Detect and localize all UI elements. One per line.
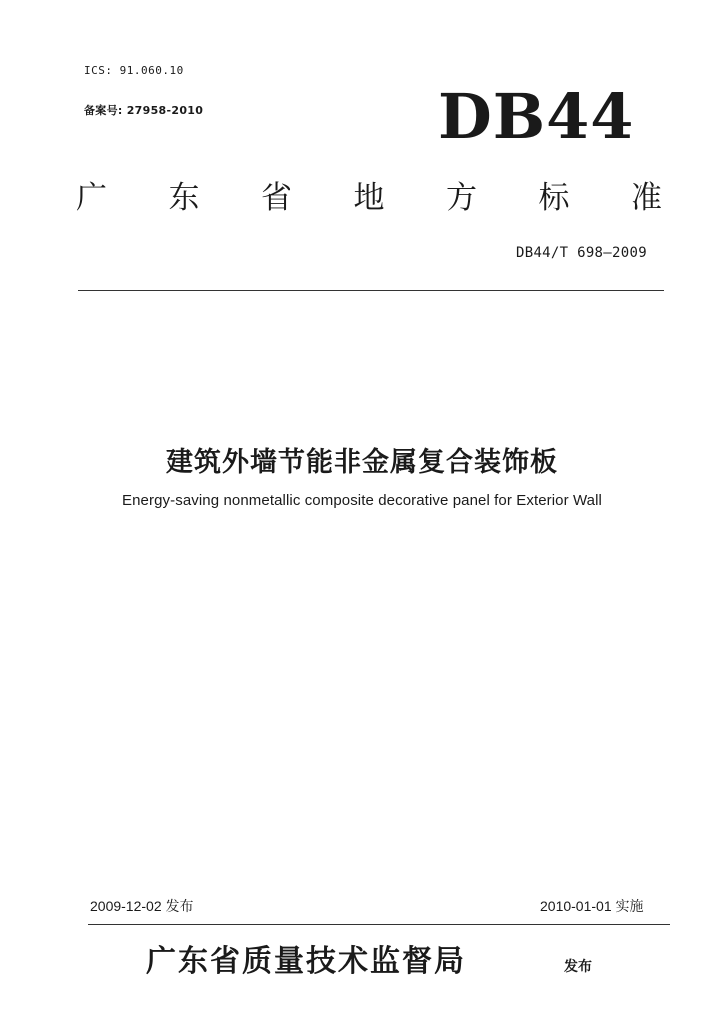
document-title-chinese: 建筑外墙节能非金属复合装饰板 <box>166 447 558 478</box>
standard-type-char: 地 <box>353 179 385 216</box>
standard-logo: DB44 <box>438 80 635 153</box>
standard-type-char: 标 <box>538 179 570 216</box>
footer-divider <box>88 924 670 925</box>
standard-type-char: 省 <box>261 179 292 216</box>
issuing-authority: 广东省质量技术监督局 <box>146 944 466 979</box>
document-title-english: Energy-saving nonmetallic composite decorative panel for Exterior Wall <box>122 492 602 509</box>
standard-type-char: 准 <box>631 179 662 216</box>
standard-number: DB44/T 698—2009 <box>516 245 647 261</box>
header-divider <box>78 290 664 291</box>
standard-type-char: 广 <box>76 179 107 216</box>
issue-date: 2009-12-02 发布 <box>90 898 194 914</box>
standard-type-char: 方 <box>446 179 477 216</box>
ics-code: ICS: 91.060.10 <box>84 64 184 77</box>
standard-type-char: 东 <box>168 179 200 216</box>
record-number: 备案号: 27958-2010 <box>84 104 204 117</box>
standard-type-heading <box>76 176 662 220</box>
implementation-date: 2010-01-01 实施 <box>540 898 644 914</box>
publish-label: 发布 <box>564 959 592 975</box>
